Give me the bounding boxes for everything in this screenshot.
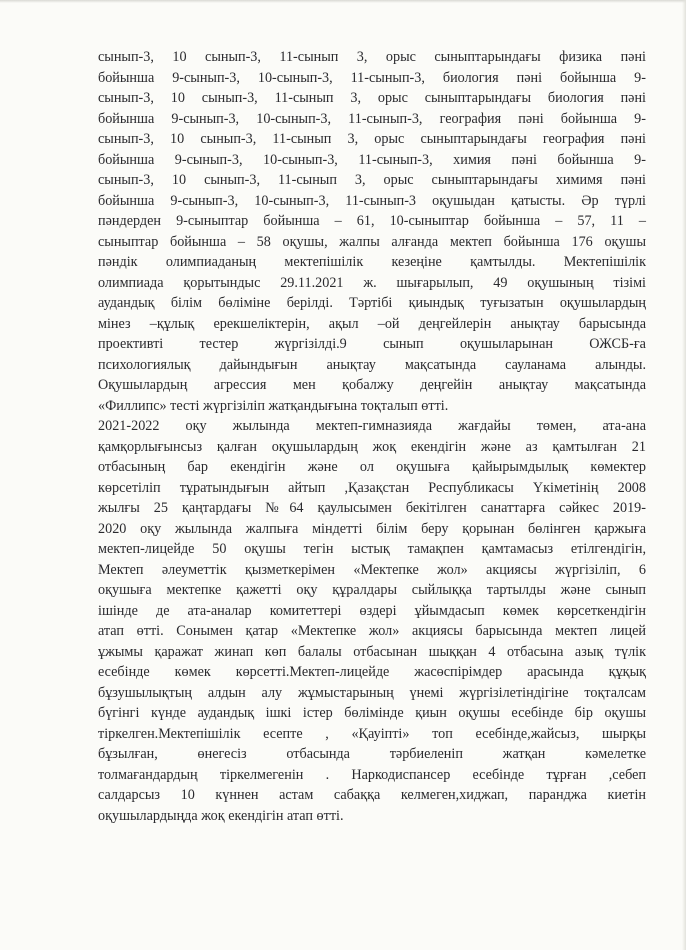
text-line: сынып-3, 10 сынып-3, 11-сынып 3, орыс сыныптарындағы физика пәні (98, 49, 646, 65)
text-line: сынып-3, 10 сынып-3, 11-сынып 3, орыс сыныптарындағы география пәні (98, 131, 646, 147)
text-line: ішінде де ата-аналар комитеттері өздері ұйымдасып көмек көрсеткендігін (98, 602, 646, 619)
text-line: пәндік олимпиаданың мектепішілік кезеңіне қамтылды. Мектепішілік (98, 254, 646, 270)
text-line: толмағандардың тіркелмегенін . Наркодиспансер есебінде тұрған ,себеп (98, 766, 646, 783)
text-line: мектеп-лицейде 50 оқушы тегін ыстық тамақпен қамтамасыз етілгендігін, (98, 541, 646, 557)
text-line: 2021-2022 оқу жылында мектеп-гимназияда жағдайы төмен, ата-ана (98, 418, 646, 434)
text-line: оқушылардыңда жоқ екендігін атап өтті. (98, 807, 344, 824)
text-line: бойынша 9-сынып-3, 10-сынып-3, 11-сынып-3, биология пәні бойынша 9- (98, 69, 646, 86)
text-line: Мектеп әлеуметтік қызметкерімен «Мектепке жол» акциясы жүргізіліп, 6 (98, 561, 646, 578)
text-line: аудандық білім бөліміне берілді. Тәртібі қиындық туғызатын оқушылардың (98, 295, 646, 311)
text-line: сыныптар бойынша – 58 оқушы, жалпы алғанда мектеп бойынша 176 оқушы (98, 233, 646, 250)
document-body (98, 47, 646, 826)
text-line: психологиялық дайындығын анықтау мақсатында сауланама алынды. (98, 356, 646, 373)
text-line: салдарсыз 10 күннен астам сабаққа келмеген,хиджап, паранджа киетін (98, 787, 646, 803)
scan-edge-top (0, 0, 686, 3)
text-line: мінез –құлық ерекшеліктерін, ақыл –ой деңгейлерін анықтау барысында (98, 315, 646, 332)
text-line: оқушыға мектепке қажетті оқу құралдары сыйлыққа тартылды және сынып (98, 582, 646, 598)
text-line: отбасының бар екендігін және ол оқушыға қайырымдылық көмектер (98, 459, 646, 475)
text-line: қамқорлығынсыз қалған оқушылардың жоқ екендігін және аз қамтылған 21 (98, 438, 646, 455)
text-line: көрсетіліп тұратындығын айтып ,Қазақстан Республикасы Үкіметінің 2008 (98, 479, 646, 496)
text-line: есебінде көмек көрсетті.Мектеп-лицейде жасөспірімдер арасында құқық (98, 664, 646, 680)
text-line: бойынша 9-сынып-3, 10-сынып-3, 11-сынып-3 оқушыдан қатысты. Әр түрлі (98, 192, 646, 209)
text-line: Оқушылардың агрессия мен қобалжу деңгейін анықтау мақсатында (98, 377, 646, 393)
text-line: сынып-3, 10 сынып-3, 11-сынып 3, орыс сыныптарындағы биология пәні (98, 90, 646, 106)
text-line: пәндерден 9-сыныптар бойынша – 61, 10-сыныптар бойынша – 57, 11 – (98, 213, 646, 229)
text-line: «Филлипс» тесті жүргізіліп жатқандығына тоқталып өтті. (98, 397, 449, 414)
text-line: тіркелген.Мектепішілік есепте , «Қауіпті» топ есебінде,жайсыз, шырқы (98, 725, 646, 742)
text-line: атап өтті. Сонымен қатар «Мектепке жол» акциясы барысында мектеп лицей (98, 623, 646, 639)
text-line: жылғы 25 қаңтардағы №64 қаулысымен бекітілген санаттарға сәйкес 2019- (98, 500, 646, 516)
text-line: бүгінгі күнде аудандық ішкі істер бөлімінде қиын оқушы есебінде бір оқушы (98, 705, 646, 721)
text-line: бойынша 9-сынып-3, 10-сынып-3, 11-сынып-3, география пәні бойынша 9- (98, 110, 646, 127)
text-line: бұзылған, өнегесіз отбасында тәрбиеленіп жатқан кәмелетке (98, 746, 646, 762)
text-line: бұзушылықтың алдын алу жұмыстарының үнемі жүргізілетіндігіне тоқталсам (98, 684, 646, 701)
text-line: сынып-3, 10 сынып-3, 11-сынып 3, орыс сыныптарындағы химимя пәні (98, 172, 646, 188)
text-line: проективті тестер жүргізілді.9 сынып оқушыларынан ОЖСБ-ға (98, 336, 646, 352)
text-line: олимпиада қорытындыс 29.11.2021 ж. шығарылып, 49 оқушының тізімі (98, 274, 646, 291)
text-line: 2020 оқу жылында жалпыға міндетті білім беру қорынан бөлінген қаржыға (98, 520, 646, 537)
text-line: ұжымы қаражат жинап көп балалы отбасынан шыққан 4 отбасына азық түлік (98, 643, 646, 660)
scan-edge-right (682, 0, 686, 950)
text-line: бойынша 9-сынып-3, 10-сынып-3, 11-сынып-3, химия пәні бойынша 9- (98, 151, 646, 168)
